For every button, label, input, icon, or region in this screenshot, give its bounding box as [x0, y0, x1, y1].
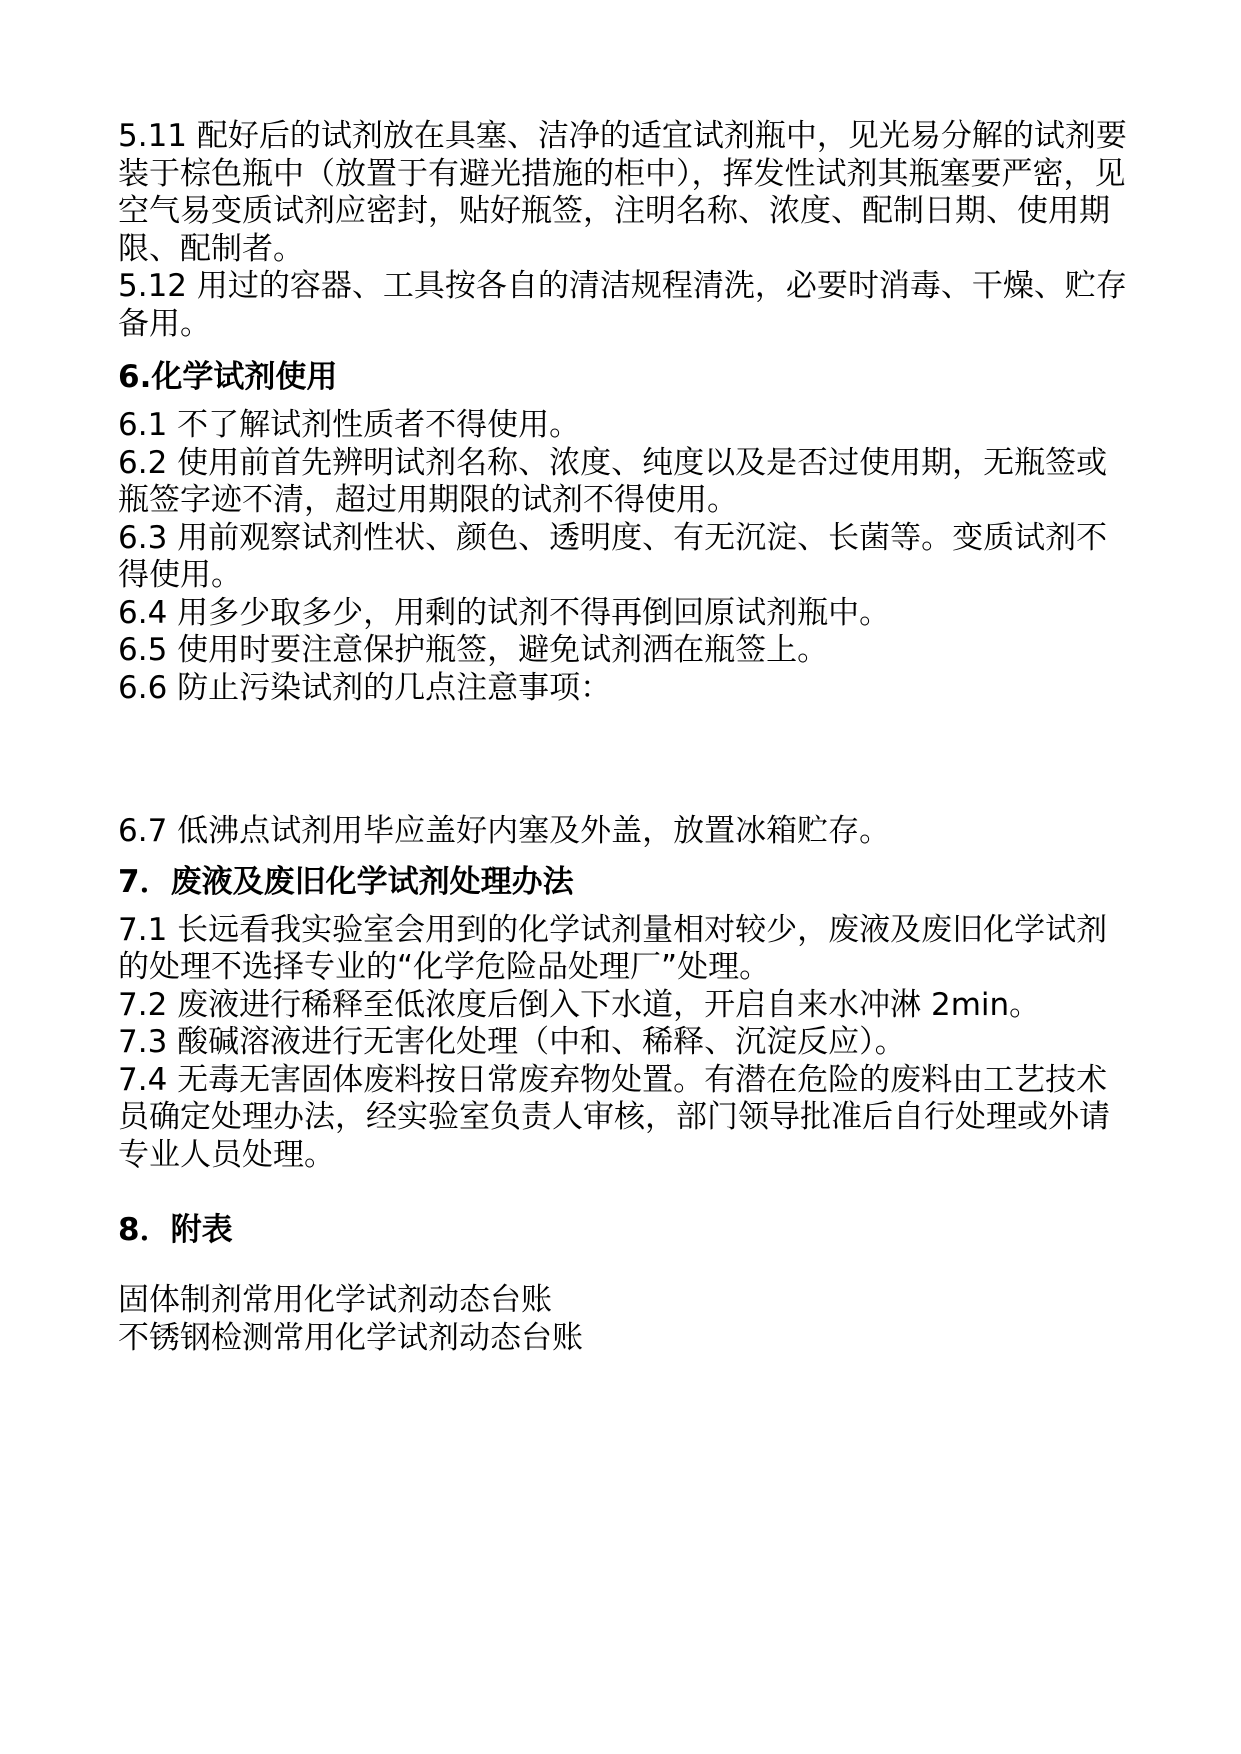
paragraph-6-2: 6.2 使用前首先辨明试剂名称、浓度、纯度以及是否过使用期，无瓶签或瓶签字迹不清，超过用期限的试剂不得使用。	[118, 444, 1108, 518]
heading-section-7: 7．废液及废旧化学试剂处理办法	[118, 863, 574, 900]
paragraph-5-12: 5.12 用过的容器、工具按各自的清洁规程清洗，必要时消毒、干燥、贮存备用。	[118, 268, 1127, 342]
heading-section-8: 8．附表	[118, 1212, 233, 1248]
paragraph-7-3: 7.3 酸碱溶液进行无害化处理（中和、稀释、沉淀反应）。	[118, 1024, 906, 1060]
paragraph-5-11: 5.11 配好后的试剂放在具塞、洁净的适宜试剂瓶中，见光易分解的试剂要装于棕色瓶中（放置于有避光措施的柜中），挥发性试剂其瓶塞要严密，见空气易变质试剂应密封，贴好瓶签，注明名称、浓度、配制日期、使用期限、配制者。	[118, 118, 1127, 267]
appendix-item-2: 不锈钢检测常用化学试剂动态台账	[118, 1319, 583, 1356]
paragraph-7-2: 7.2 废液进行稀释至低浓度后倒入下水道，开启自来水冲淋 2min。	[118, 986, 1041, 1023]
paragraph-6-5: 6.5 使用时要注意保护瓶签，避免试剂洒在瓶签上。	[118, 632, 829, 668]
appendix-item-1: 固体制剂常用化学试剂动态台账	[118, 1282, 552, 1318]
paragraph-6-3: 6.3 用前观察试剂性状、颜色、透明度、有无沉淀、长菌等。变质试剂不得使用。	[118, 519, 1108, 593]
paragraph-7-1: 7.1 长远看我实验室会用到的化学试剂量相对较少，废液及废旧化学试剂的处理不选择专业的“化学危险品处理厂”处理。	[118, 911, 1108, 985]
heading-section-6: 6.化学试剂使用	[118, 359, 338, 395]
paragraph-6-1: 6.1 不了解试剂性质者不得使用。	[118, 407, 581, 443]
blank-space	[118, 707, 1128, 813]
paragraph-6-6: 6.6 防止污染试剂的几点注意事项：	[118, 669, 612, 706]
paragraph-7-4: 7.4 无毒无害固体废料按日常废弃物处置。有潜在危险的废料由工艺技术员确定处理办法，经实验室负责人审核，部门领导批准后自行处理或外请专业人员处理。	[118, 1061, 1110, 1173]
paragraph-6-7: 6.7 低沸点试剂用毕应盖好内塞及外盖，放置冰箱贮存。	[118, 813, 891, 849]
document-body	[118, 118, 1128, 1357]
paragraph-6-4: 6.4 用多少取多少，用剩的试剂不得再倒回原试剂瓶中。	[118, 594, 891, 631]
